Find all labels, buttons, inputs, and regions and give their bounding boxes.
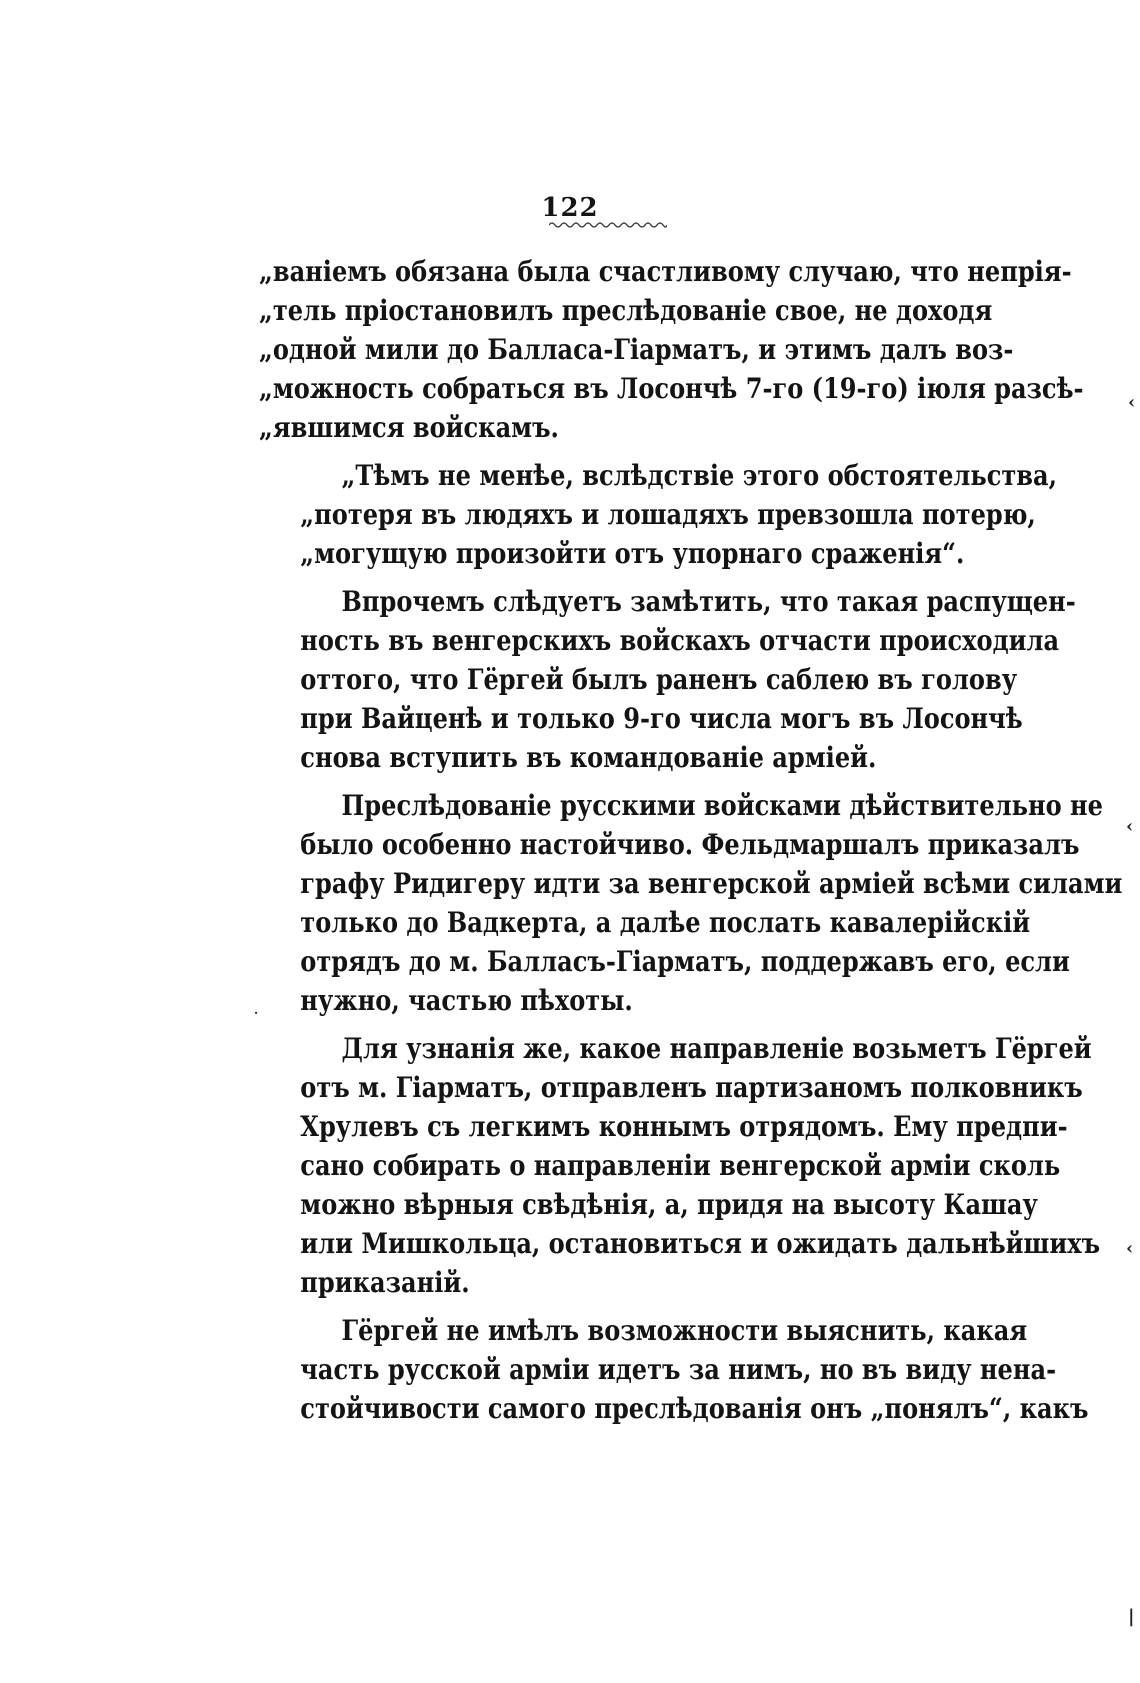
margin-mark: | [1128, 1606, 1135, 1627]
text-line: „ваніемъ обязана была счастливому случаю, что непрія- [259, 255, 1072, 288]
text-line: „явшимся войскамъ. [259, 411, 559, 444]
text-line: Гёргей не имѣлъ возможности выяснить, какая [341, 1314, 1028, 1347]
text-line: нужно, частью пѣхоты. [300, 984, 633, 1017]
text-line: Для узнанія же, какое направленіе возьметъ Гёргей [341, 1032, 1092, 1065]
text-line: стойчивости самого преслѣдованія онъ „понялъ“, какъ [300, 1392, 1089, 1425]
text-line: „одной мили до Балласа-Гіарматъ, и этимъ далъ воз- [259, 333, 1014, 366]
page-number-ornament [549, 221, 667, 229]
text-line: Преслѣдованіе русскими войсками дѣйствительно не [341, 789, 1103, 822]
paragraph [259, 456, 1058, 573]
text-line: „потеря въ людяхъ и лошадяхъ превзошла потерю, [300, 498, 1036, 531]
text-line: оттого, что Гёргей былъ раненъ саблею въ голову [300, 663, 1018, 696]
paragraph [259, 252, 1084, 447]
paragraph [259, 1311, 1089, 1428]
text-line: снова вступить въ командованіе арміей. [300, 741, 877, 774]
body-text [259, 252, 1123, 1437]
text-line: было особенно настойчиво. Фельдмаршалъ приказалъ [300, 828, 1080, 861]
text-line: отрядъ до м. Балласъ-Гіарматъ, поддержавъ его, если [300, 945, 1070, 978]
text-line: Хрулевъ съ легкимъ коннымъ отрядомъ. Ему предпи- [300, 1110, 1068, 1143]
text-line: „могущую произойти отъ упорнаго сраженія“. [300, 537, 965, 570]
text-line: графу Ридигеру идти за венгерской арміей всѣми силами [300, 867, 1123, 900]
text-line: только до Вадкерта, а далѣе послать кавалерійскій [300, 906, 1031, 939]
margin-mark: · [254, 1006, 259, 1020]
text-line: ность въ венгерскихъ войскахъ отчасти происходила [300, 624, 1060, 657]
text-line: отъ м. Гіарматъ, отправленъ партизаномъ полковникъ [300, 1071, 1083, 1104]
text-line: „Тѣмъ не менѣе, вслѣдствіе этого обстоятельства, [341, 459, 1058, 492]
text-line: Впрочемъ слѣдуетъ замѣтить, что такая распущен- [341, 585, 1076, 618]
margin-mark: ‹ [1126, 816, 1134, 837]
text-line: сано собирать о направленіи венгерской арміи сколь [300, 1149, 1061, 1182]
text-line: приказаній. [300, 1266, 470, 1299]
margin-mark: ‹ [1126, 1238, 1134, 1259]
paragraph [259, 1029, 1101, 1302]
text-line: часть русской арміи идетъ за нимъ, но въ виду нена- [300, 1353, 1057, 1386]
page-number: 122 [541, 193, 599, 223]
paragraph [259, 786, 1123, 1020]
text-line: можно вѣрныя свѣдѣнія, а, придя на высоту Кашау [300, 1188, 1038, 1221]
text-line: при Вайценѣ и только 9-го числа могъ въ Лосончѣ [300, 702, 1023, 735]
text-line: „можность собраться въ Лосончѣ 7-го (19-го) іюля разсѣ- [259, 372, 1084, 405]
text-line: или Мишкольца, остановиться и ожидать дальнѣйшихъ [300, 1227, 1101, 1260]
text-line: „тель пріостановилъ преслѣдованіе свое, не доходя [259, 294, 993, 327]
margin-mark: ‹ [1128, 392, 1136, 413]
paragraph [259, 582, 1076, 777]
